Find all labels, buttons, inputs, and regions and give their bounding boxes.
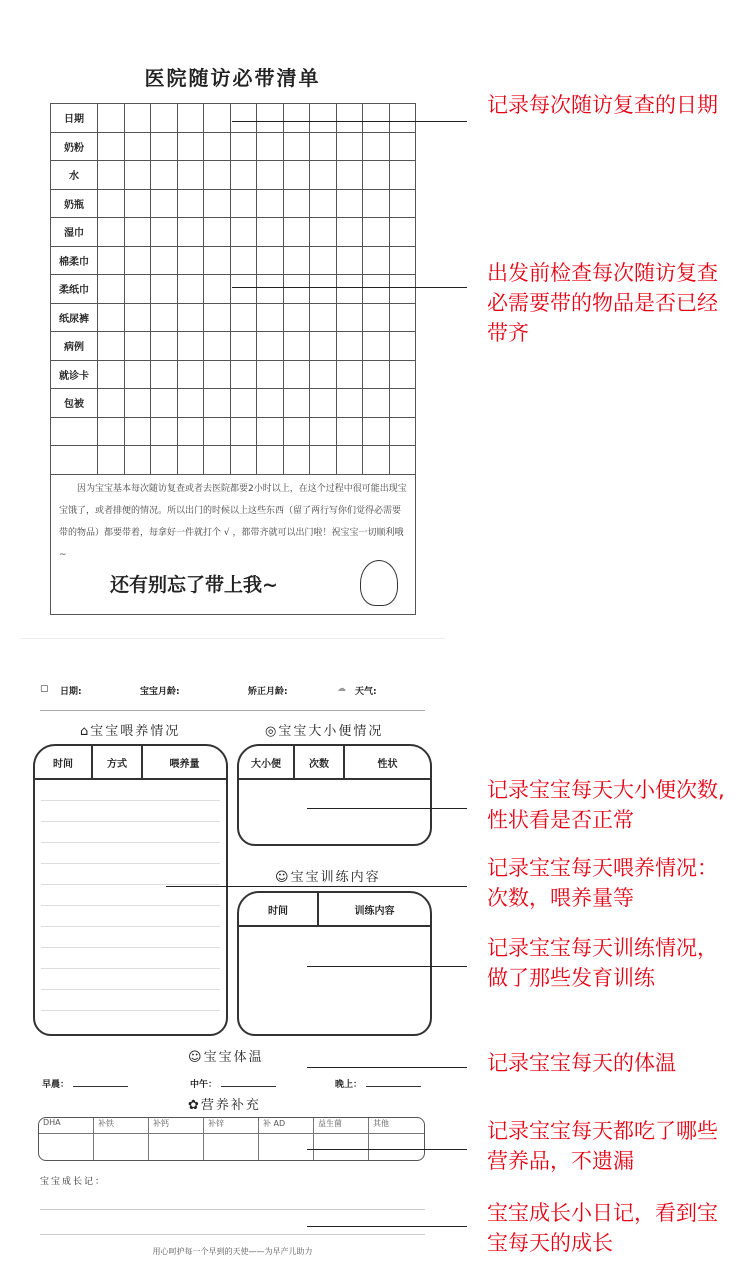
check-cell[interactable] [257,303,284,332]
writing-line [41,822,220,843]
excretion-box [237,744,432,846]
check-cell[interactable] [283,360,310,389]
check-cell[interactable] [230,161,257,190]
check-cell[interactable] [363,389,390,418]
nutrition-col-header: 益生菌 [314,1118,369,1134]
nutrition-col-header: 补 AD [259,1118,314,1134]
col-header: 喂养量 [169,758,200,770]
check-cell[interactable] [98,389,125,418]
check-cell[interactable] [283,132,310,161]
check-cell[interactable] [389,446,416,475]
weather-label: 天气: [355,687,377,697]
nutrition-title: ✿营养补充 [188,1098,261,1113]
check-cell[interactable] [363,161,390,190]
check-cell[interactable] [98,360,125,389]
check-cell[interactable] [310,246,337,275]
writing-line [41,969,220,990]
annotation-line [307,1149,467,1150]
check-cell[interactable] [363,303,390,332]
check-cell[interactable] [336,446,363,475]
checklist-row [51,161,416,190]
row-label: 病例 [51,332,98,361]
ghost-icon [360,560,398,606]
check-cell[interactable] [177,218,204,247]
checklist-row [51,189,416,218]
nutrition-col-header: DHA [39,1118,94,1134]
check-cell[interactable] [230,275,257,304]
check-cell[interactable] [98,417,125,446]
check-cell[interactable] [124,389,151,418]
check-cell[interactable] [177,303,204,332]
annotation-line [307,1067,467,1068]
check-cell[interactable] [363,446,390,475]
nutrition-cell[interactable] [39,1134,94,1160]
training-box [237,891,432,1036]
row-label: 包被 [51,389,98,418]
nutrition-col-header: 补铁 [94,1118,149,1134]
check-cell[interactable] [204,104,231,133]
check-cell[interactable] [283,161,310,190]
nutrition-table [38,1117,425,1161]
row-label [51,417,98,446]
row-label: 棉柔巾 [51,246,98,275]
check-cell[interactable] [124,417,151,446]
col-header: 次数 [295,746,345,778]
check-cell[interactable] [336,104,363,133]
check-cell[interactable] [257,189,284,218]
check-cell[interactable] [363,189,390,218]
check-cell[interactable] [98,161,125,190]
check-cell[interactable] [336,332,363,361]
row-label: 湿巾 [51,218,98,247]
check-cell[interactable] [204,303,231,332]
check-cell[interactable] [389,417,416,446]
check-cell[interactable] [177,275,204,304]
growth-label: 宝宝成长记： [40,1177,107,1187]
annotation-text: 出发前检查每次随访复查必需要带的物品是否已经带齐 [487,261,718,345]
diaper-icon: ◎ [265,724,279,739]
check-cell[interactable] [230,132,257,161]
check-cell[interactable] [389,332,416,361]
checklist-row [51,104,416,133]
row-label: 水 [51,161,98,190]
row-label [51,446,98,475]
training-title: ☺宝宝训练内容 [275,870,381,885]
check-cell[interactable] [310,417,337,446]
feeding-title: ⌂宝宝喂养情况 [80,724,181,739]
footer-text: 用心呵护每一个早到的天使——为早产儿助力 [152,1247,313,1256]
check-cell[interactable] [151,417,178,446]
temperature-title: ☺宝宝体温 [188,1050,264,1065]
check-cell[interactable] [151,446,178,475]
check-cell[interactable] [363,104,390,133]
check-cell[interactable] [336,275,363,304]
check-cell[interactable] [124,332,151,361]
checklist-note: 因为宝宝基本每次随访复查或者去医院都要2小时以上，在这个过程中很可能出现宝宝饿了，或者排便的情况。所以出门的时候以上这些东西（留了两行写你们觉得必需要带的物品）都要带着，每拿好一件就打个 √ ，都带齐就可以出门啦！祝宝宝一切顺利哦~ [50,474,416,615]
nutrition-cell[interactable] [259,1134,314,1160]
check-cell[interactable] [177,332,204,361]
writing-line [41,801,220,822]
writing-line [41,948,220,969]
row-label: 日期 [51,104,98,133]
check-cell[interactable] [283,218,310,247]
check-cell[interactable] [283,275,310,304]
check-cell[interactable] [336,218,363,247]
row-label: 奶粉 [51,132,98,161]
check-cell[interactable] [336,132,363,161]
col-header: 方式 [93,746,143,778]
check-cell[interactable] [310,303,337,332]
check-cell[interactable] [98,303,125,332]
check-cell[interactable] [177,446,204,475]
writing-line [41,864,220,885]
nutrition-cell[interactable] [94,1134,149,1160]
check-cell[interactable] [124,275,151,304]
check-cell[interactable] [151,332,178,361]
age-label: 宝宝月龄: [140,687,180,697]
check-cell[interactable] [310,218,337,247]
check-cell[interactable] [389,161,416,190]
check-cell[interactable] [177,389,204,418]
check-cell[interactable] [389,389,416,418]
check-cell[interactable] [230,303,257,332]
check-cell[interactable] [230,189,257,218]
check-cell[interactable] [124,161,151,190]
check-cell[interactable] [151,218,178,247]
row-label: 纸尿裤 [51,303,98,332]
annotation-text: 记录宝宝每天都吃了哪些营养品，不遗漏 [487,1119,718,1173]
check-cell[interactable] [204,132,231,161]
check-cell[interactable] [124,189,151,218]
writing-line [41,927,220,948]
checklist-row [51,417,416,446]
check-cell[interactable] [177,246,204,275]
check-cell[interactable] [151,303,178,332]
checklist-row [51,389,416,418]
check-cell[interactable] [230,417,257,446]
col-header: 大小便 [239,746,295,778]
check-cell[interactable] [177,104,204,133]
check-cell[interactable] [257,104,284,133]
divider [20,638,445,639]
annotation-text: 记录宝宝每天大小便次数,性状看是否正常 [487,778,725,832]
check-cell[interactable] [124,132,151,161]
check-cell[interactable] [204,275,231,304]
row-label: 柔纸巾 [51,275,98,304]
writing-line [41,843,220,864]
growth-line [40,1209,425,1210]
cloud-icon: ☁ [337,684,346,694]
check-cell[interactable] [124,104,151,133]
check-cell[interactable] [336,417,363,446]
check-cell[interactable] [204,246,231,275]
check-cell[interactable] [283,104,310,133]
header-divider [40,710,425,711]
writing-line [41,990,220,1011]
writing-line [41,906,220,927]
annotation-line [307,966,467,967]
check-cell[interactable] [204,218,231,247]
check-cell[interactable] [257,417,284,446]
checklist-row [51,360,416,389]
checklist-row [51,132,416,161]
candy-icon: ✿ [188,1098,201,1113]
nutrition-cell[interactable] [204,1134,259,1160]
annotation-line [166,886,467,887]
check-cell[interactable] [310,132,337,161]
check-cell[interactable] [230,389,257,418]
check-cell[interactable] [336,303,363,332]
check-cell[interactable] [283,417,310,446]
annotation-line [232,287,467,288]
nutrition-col-header: 补锌 [204,1118,259,1134]
check-cell[interactable] [389,360,416,389]
check-cell[interactable] [257,446,284,475]
check-cell[interactable] [363,275,390,304]
check-cell[interactable] [204,446,231,475]
check-cell[interactable] [310,161,337,190]
col-header: 训练内容 [354,905,395,917]
annotation-line [232,121,467,122]
check-cell[interactable] [230,360,257,389]
check-cell[interactable] [257,332,284,361]
check-cell[interactable] [151,161,178,190]
row-label: 奶瓶 [51,189,98,218]
check-cell[interactable] [389,218,416,247]
checklist-row [51,446,416,475]
check-cell[interactable] [151,189,178,218]
bottle-icon: ⌂ [80,724,91,739]
check-cell[interactable] [257,161,284,190]
check-cell[interactable] [336,360,363,389]
check-cell[interactable] [283,189,310,218]
check-cell[interactable] [98,246,125,275]
check-cell[interactable] [204,161,231,190]
check-cell[interactable] [363,246,390,275]
check-cell[interactable] [310,389,337,418]
writing-line [41,885,220,906]
check-cell[interactable] [230,104,257,133]
corrected-age-label: 矫正月龄: [248,687,288,697]
nutrition-cell[interactable] [314,1134,369,1160]
annotation-line [307,808,467,809]
baby-icon: ☺ [275,870,291,885]
check-cell[interactable] [204,389,231,418]
check-cell[interactable] [230,332,257,361]
check-cell[interactable] [177,417,204,446]
check-cell[interactable] [124,246,151,275]
check-cell[interactable] [177,360,204,389]
annotation-text: 记录宝宝每天的体温 [487,1051,676,1075]
annotation-line [307,1226,467,1227]
annotation-text: 记录宝宝每天训练情况，做了那些发育训练 [487,936,718,990]
calendar-icon: ▢ [40,684,49,694]
check-cell[interactable] [151,275,178,304]
check-cell[interactable] [177,161,204,190]
check-cell[interactable] [363,360,390,389]
checklist-slogan: 还有别忘了带上我~ [110,574,278,596]
check-cell[interactable] [336,189,363,218]
excretion-title: ◎宝宝大小便情况 [265,724,384,739]
nutrition-col-header: 其他 [369,1118,424,1134]
check-cell[interactable] [257,246,284,275]
check-cell[interactable] [124,303,151,332]
check-cell[interactable] [151,360,178,389]
annotation-text: 记录宝宝每天喂养情况：次数，喂养量等 [487,856,718,910]
evening-temp: 晚上： [335,1077,421,1090]
check-cell[interactable] [283,332,310,361]
check-cell[interactable] [151,389,178,418]
check-cell[interactable] [363,132,390,161]
check-cell[interactable] [283,389,310,418]
check-cell[interactable] [257,275,284,304]
checklist-row [51,303,416,332]
check-cell[interactable] [257,132,284,161]
check-cell[interactable] [336,389,363,418]
check-cell[interactable] [310,360,337,389]
check-cell[interactable] [151,104,178,133]
annotation-text: 记录每次随访复查的日期 [487,93,718,117]
checklist-table [50,103,416,475]
noon-temp: 中午： [190,1077,276,1090]
check-cell[interactable] [230,446,257,475]
check-cell[interactable] [310,275,337,304]
check-cell[interactable] [257,389,284,418]
check-cell[interactable] [177,189,204,218]
checklist-row [51,275,416,304]
check-cell[interactable] [363,332,390,361]
check-cell[interactable] [363,218,390,247]
check-cell[interactable] [124,360,151,389]
check-cell[interactable] [98,218,125,247]
check-cell[interactable] [98,104,125,133]
check-cell[interactable] [283,303,310,332]
check-cell[interactable] [124,446,151,475]
check-cell[interactable] [389,303,416,332]
check-cell[interactable] [389,246,416,275]
check-cell[interactable] [98,189,125,218]
feeding-box [33,744,228,1036]
check-cell[interactable] [230,246,257,275]
check-cell[interactable] [151,132,178,161]
check-cell[interactable] [389,104,416,133]
check-cell[interactable] [283,246,310,275]
check-cell[interactable] [336,246,363,275]
check-cell[interactable] [230,218,257,247]
growth-line [40,1234,425,1235]
checklist-row [51,332,416,361]
check-cell[interactable] [310,189,337,218]
check-cell[interactable] [98,132,125,161]
check-cell[interactable] [257,360,284,389]
col-header: 时间 [239,893,319,925]
check-cell[interactable] [310,446,337,475]
face-icon: ☺ [188,1050,204,1065]
check-cell[interactable] [257,218,284,247]
nutrition-cell[interactable] [369,1134,424,1160]
check-cell[interactable] [151,246,178,275]
writing-line [41,780,220,801]
annotation-text: 宝宝成长小日记，看到宝宝每天的成长 [487,1201,718,1255]
check-cell[interactable] [389,275,416,304]
check-cell[interactable] [283,446,310,475]
date-label: 日期: [60,687,82,697]
nutrition-col-header: 补钙 [149,1118,204,1134]
check-cell[interactable] [389,132,416,161]
check-cell[interactable] [124,218,151,247]
check-cell[interactable] [310,332,337,361]
check-cell[interactable] [310,104,337,133]
check-cell[interactable] [98,275,125,304]
checklist-row [51,246,416,275]
row-label: 就诊卡 [51,360,98,389]
check-cell[interactable] [98,332,125,361]
check-cell[interactable] [363,417,390,446]
checklist-title: 医院随访必带清单 [144,66,321,90]
checklist-row [51,218,416,247]
check-cell[interactable] [204,332,231,361]
check-cell[interactable] [389,189,416,218]
nutrition-cell[interactable] [149,1134,204,1160]
check-cell[interactable] [204,417,231,446]
check-cell[interactable] [177,132,204,161]
col-header: 性状 [377,758,398,770]
check-cell[interactable] [98,446,125,475]
check-cell[interactable] [204,189,231,218]
check-cell[interactable] [204,360,231,389]
check-cell[interactable] [336,161,363,190]
col-header: 时间 [35,746,93,778]
morning-temp: 早晨： [42,1077,128,1090]
